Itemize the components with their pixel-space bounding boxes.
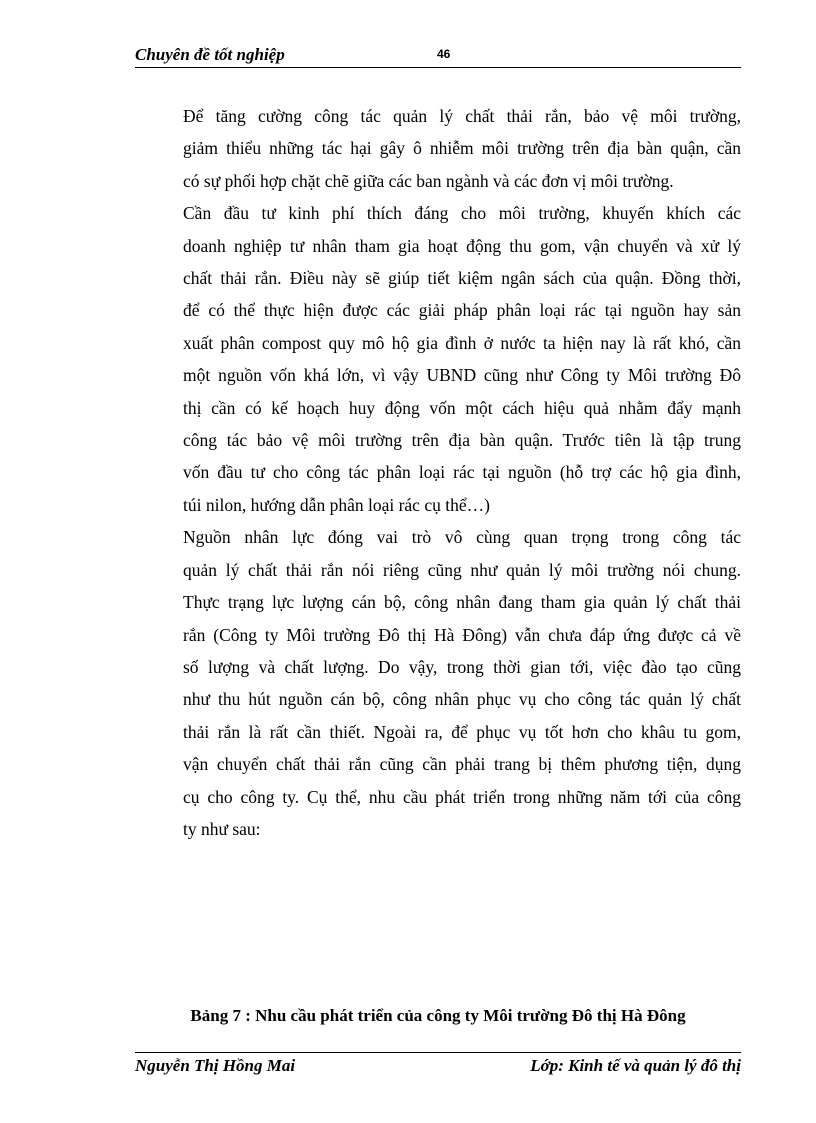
text-line: Thực trạng lực lượng cán bộ, công nhân đang tham gia quản lý chất thải	[183, 592, 741, 613]
text-line: quản lý chất thải rắn nói riêng cũng như quản lý môi trường nói chung.	[183, 559, 741, 580]
footer-rule	[135, 1052, 741, 1053]
text-line: vốn đầu tư cho công tác phân loại rác tại nguồn (hỗ trợ các hộ gia đình,	[183, 462, 741, 483]
text-line: xuất phân compost quy mô hộ gia đình ở nước ta hiện nay là rất khó, cần	[183, 332, 741, 353]
text-line: túi nilon, hướng dẫn phân loại rác cụ thể…)	[183, 494, 490, 515]
text-line: số lượng và chất lượng. Do vậy, trong thời gian tới, việc đào tạo cũng	[183, 656, 741, 677]
footer-class: Lớp: Kinh tế và quản lý đô thị	[530, 1056, 741, 1075]
footer-author: Nguyễn Thị Hồng Mai	[135, 1056, 296, 1075]
text-line: cụ cho công ty. Cụ thể, nhu cầu phát triển trong những năm tới của công	[183, 786, 741, 807]
page-number: 46	[437, 47, 451, 61]
text-line: chất thải rắn. Điều này sẽ giúp tiết kiệm ngân sách của quận. Đồng thời,	[183, 268, 741, 289]
text-line: thải rắn là rất cần thiết. Ngoài ra, để phục vụ tốt hơn cho khâu tu gom,	[183, 721, 741, 742]
text-line: Nguồn nhân lực đóng vai trò vô cùng quan trọng trong công tác	[183, 527, 741, 548]
text-line: công tác bảo vệ môi trường trên địa bàn quận. Trước tiên là tập trung	[183, 430, 741, 451]
header-rule	[135, 67, 741, 68]
text-line: ty như sau:	[183, 818, 261, 839]
text-line: rắn (Công ty Môi trường Đô thị Hà Đông) vẫn chưa đáp ứng được cả về	[183, 624, 741, 645]
text-line: để có thể thực hiện được các giải pháp phân loại rác tại nguồn hay sản	[183, 300, 741, 321]
text-line: một nguồn vốn khá lớn, vì vậy UBND cũng như Công ty Môi trường Đô	[183, 365, 741, 386]
text-line: như thu hút nguồn cán bộ, công nhân phục vụ cho công tác quản lý chất	[183, 689, 741, 710]
header-title: Chuyên đề tốt nghiệp	[135, 45, 285, 64]
text-line: có sự phối hợp chặt chẽ giữa các ban ngành và các đơn vị môi trường.	[183, 170, 674, 191]
text-line: Cần đầu tư kinh phí thích đáng cho môi trường, khuyến khích các	[183, 203, 741, 224]
paragraph-1	[135, 100, 741, 197]
table-caption: Bảng 7 : Nhu cầu phát triển của công ty Môi trường Đô thị Hà Đông	[190, 1006, 686, 1025]
paragraph-3	[135, 521, 741, 845]
text-line: giảm thiểu những tác hại gây ô nhiễm môi trường trên địa bàn quận, cần	[183, 138, 741, 159]
text-line: thị cần có kế hoạch huy động vốn một cách hiệu quả nhằm đẩy mạnh	[183, 397, 741, 418]
body-text	[135, 100, 741, 845]
text-line: vận chuyển chất thải rắn cũng cần phải trang bị thêm phương tiện, dụng	[183, 754, 741, 775]
paragraph-2	[135, 197, 741, 521]
text-line: Để tăng cường công tác quản lý chất thải rắn, bảo vệ môi trường,	[183, 106, 741, 126]
text-line: doanh nghiệp tư nhân tham gia hoạt động thu gom, vận chuyển và xử lý	[183, 235, 741, 256]
